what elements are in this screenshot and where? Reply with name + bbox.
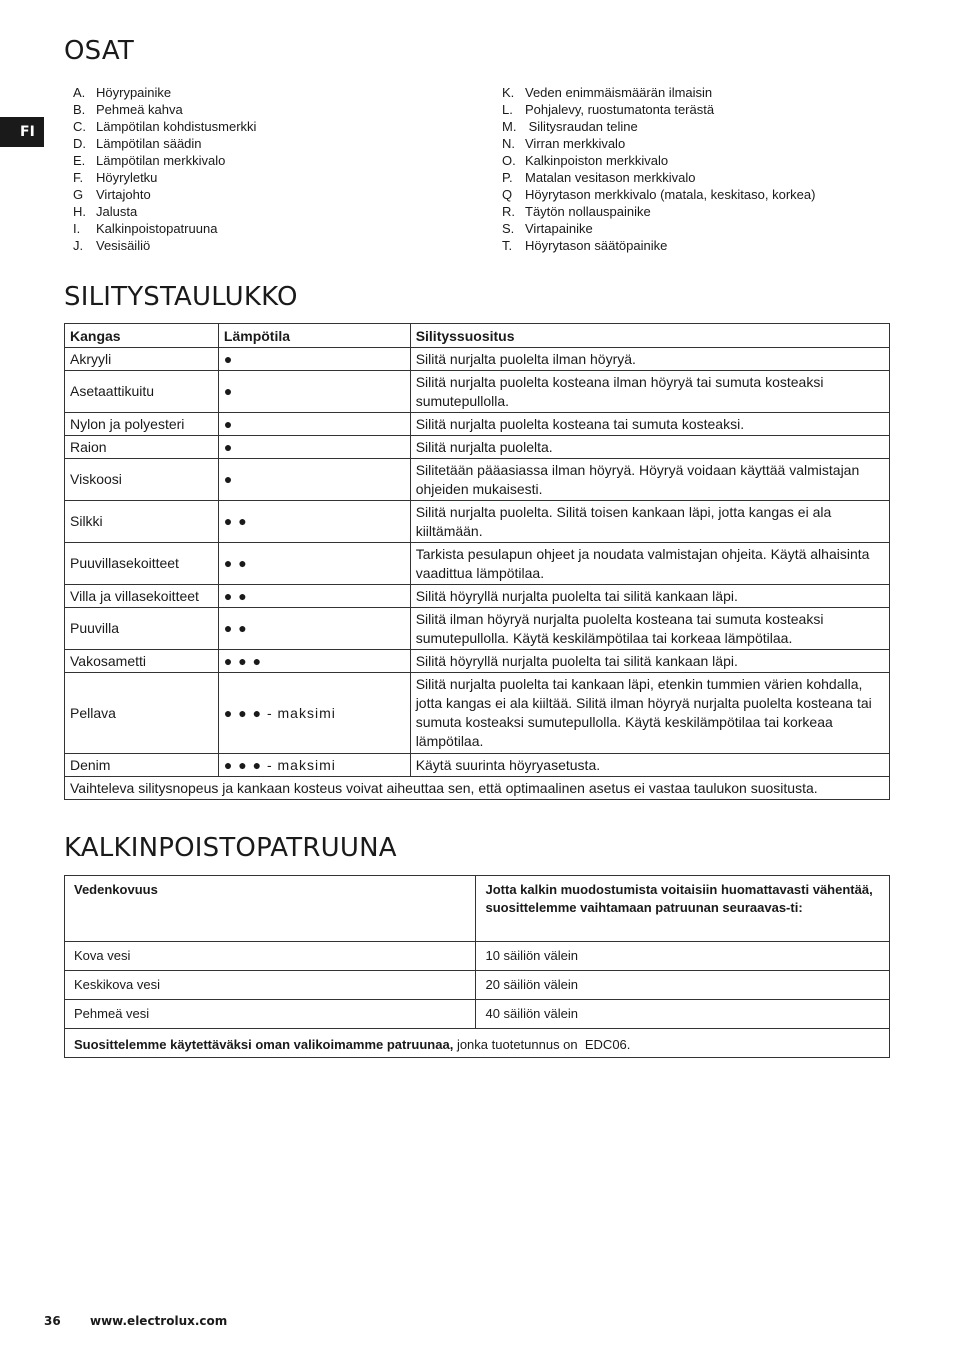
- advice-cell: Silitä nurjalta puolelta. Silitä toisen kankaan läpi, jotta kangas ei ala kiiltämään.: [410, 501, 889, 543]
- table-row: [65, 585, 890, 608]
- part-letter: O.: [502, 153, 516, 168]
- table-footer-row: [65, 1029, 890, 1058]
- temperature-cell: ● ● ● - maksimi: [218, 673, 410, 754]
- part-letter: N.: [502, 136, 515, 151]
- part-label: Pohjalevy, ruostumatonta terästä: [525, 102, 715, 117]
- table-note-row: [65, 777, 890, 800]
- table-header-row: [65, 324, 890, 348]
- temperature-cell: ● ●: [218, 543, 410, 585]
- table-header-row: [65, 876, 890, 942]
- table-row: [65, 1000, 890, 1029]
- advice-cell: Silitä nurjalta puolelta ilman höyryä.: [410, 348, 889, 371]
- temperature-cell: ● ●: [218, 608, 410, 650]
- part-item: [73, 169, 256, 186]
- part-item: [502, 169, 815, 186]
- table-row: [65, 436, 890, 459]
- recommendation-bold: Suosittelemme käytettäväksi oman valikoimamme patruunaa,: [74, 1036, 454, 1052]
- part-label: Veden enimmäismäärän ilmaisin: [525, 85, 713, 100]
- part-label: Höyrytason merkkivalo (matala, keskitaso, korkea): [525, 187, 816, 202]
- part-letter: I.: [73, 221, 81, 236]
- fabric-cell: Raion: [65, 436, 219, 459]
- part-label: Lämpötilan kohdistusmerkki: [96, 119, 257, 134]
- part-label: Pehmeä kahva: [96, 102, 183, 117]
- part-letter: A.: [73, 85, 86, 100]
- part-label: Höyryletku: [96, 170, 158, 185]
- table-row: [65, 942, 890, 971]
- part-item: [502, 135, 815, 152]
- part-item: [502, 118, 815, 135]
- table-row: [65, 971, 890, 1000]
- hardness-cell: Pehmeä vesi: [65, 1000, 476, 1029]
- part-label: Kalkinpoistopatruuna: [96, 221, 218, 236]
- temperature-cell: ●: [218, 348, 410, 371]
- part-item: [73, 203, 256, 220]
- fabric-cell: Asetaattikuitu: [65, 371, 219, 413]
- website-link: www.electrolux.com: [90, 1314, 228, 1328]
- part-label: Virtapainike: [525, 221, 593, 236]
- part-label: Virran merkkivalo: [525, 136, 626, 151]
- part-item: [73, 84, 256, 101]
- header-fabric: Kangas: [65, 324, 219, 348]
- part-label: Höyrypainike: [96, 85, 172, 100]
- part-label: Matalan vesitason merkkivalo: [525, 170, 696, 185]
- page-number: 36: [44, 1314, 61, 1328]
- temperature-cell: ●: [218, 371, 410, 413]
- part-label: Lämpötilan säädin: [96, 136, 202, 151]
- part-letter: C.: [73, 119, 86, 134]
- header-replacement-interval: Jotta kalkin muodostumista voitaisiin huomattavasti vähentää, suosittelemme vaihtamaan patruunan seuraavas-ti:: [476, 876, 890, 942]
- fabric-cell: Akryyli: [65, 348, 219, 371]
- table-row: [65, 650, 890, 673]
- fabric-cell: Puuvilla: [65, 608, 219, 650]
- parts-list-left: [73, 84, 256, 254]
- advice-cell: Silitä nurjalta puolelta kosteana tai sumuta kosteaksi.: [410, 413, 889, 436]
- part-item: [73, 220, 256, 237]
- part-item: [73, 186, 256, 203]
- part-item: [73, 101, 256, 118]
- part-item: [73, 135, 256, 152]
- ironing-table-heading: SILITYSTAULUKKO: [64, 282, 298, 312]
- temperature-cell: ● ●: [218, 585, 410, 608]
- part-letter: B.: [73, 102, 86, 117]
- recommendation-rest: jonka tuotetunnus on EDC06.: [453, 1036, 631, 1052]
- advice-cell: Silitä nurjalta puolelta kosteana ilman höyryä tai sumuta kosteaksi sumutepullolla.: [410, 371, 889, 413]
- advice-cell: Silitä höyryllä nurjalta puolelta tai silitä kankaan läpi.: [410, 585, 889, 608]
- cartridge-recommendation: [65, 1029, 890, 1058]
- part-item: [73, 237, 256, 254]
- part-letter: S.: [502, 221, 515, 236]
- interval-cell: 40 säiliön välein: [476, 1000, 890, 1029]
- cartridge-table: [64, 875, 890, 1058]
- fabric-cell: Viskoosi: [65, 459, 219, 501]
- part-label: Täytön nollauspainike: [525, 204, 651, 219]
- ironing-table: [64, 323, 890, 800]
- part-label: Virtajohto: [96, 187, 151, 202]
- parts-heading: OSAT: [64, 36, 134, 66]
- interval-cell: 10 säiliön välein: [476, 942, 890, 971]
- parts-list-right: [502, 84, 815, 254]
- fabric-cell: Silkki: [65, 501, 219, 543]
- temperature-cell: ●: [218, 413, 410, 436]
- part-item: [502, 152, 815, 169]
- part-label: Silitysraudan teline: [525, 119, 638, 134]
- part-letter: J.: [73, 238, 84, 253]
- cartridge-heading: KALKINPOISTOPATRUUNA: [64, 833, 397, 863]
- part-item: [73, 118, 256, 135]
- part-letter: G: [73, 187, 84, 202]
- table-row: [65, 413, 890, 436]
- temperature-cell: ● ●: [218, 501, 410, 543]
- part-item: [502, 84, 815, 101]
- fabric-cell: Pellava: [65, 673, 219, 754]
- interval-cell: 20 säiliön välein: [476, 971, 890, 1000]
- header-advice: Silityssuositus: [410, 324, 889, 348]
- part-letter: R.: [502, 204, 515, 219]
- part-letter: H.: [73, 204, 86, 219]
- temperature-cell: ●: [218, 436, 410, 459]
- table-row: [65, 348, 890, 371]
- part-letter: F.: [73, 170, 84, 185]
- table-row: [65, 754, 890, 777]
- part-letter: M.: [502, 119, 517, 134]
- part-label: Vesisäiliö: [96, 238, 151, 253]
- part-letter: L.: [502, 102, 513, 117]
- advice-cell: Käytä suurinta höyryasetusta.: [410, 754, 889, 777]
- part-letter: P.: [502, 170, 513, 185]
- part-letter: D.: [73, 136, 86, 151]
- temperature-cell: ● ● ● - maksimi: [218, 754, 410, 777]
- advice-cell: Tarkista pesulapun ohjeet ja noudata valmistajan ohjeita. Käytä alhaisinta vaadittua lämpötilaa.: [410, 543, 889, 585]
- table-row: [65, 543, 890, 585]
- part-item: [502, 220, 815, 237]
- header-water-hardness: Vedenkovuus: [65, 876, 476, 942]
- advice-cell: Silitä ilman höyryä nurjalta puolelta kosteana tai sumuta kosteaksi sumutepullolla. Käytä keskilämpötilaa tai korkeaa lämpötilaa.: [410, 608, 889, 650]
- fabric-cell: Vakosametti: [65, 650, 219, 673]
- part-letter: E.: [73, 153, 86, 168]
- part-item: [502, 186, 815, 203]
- table-row: [65, 371, 890, 413]
- table-row: [65, 673, 890, 754]
- part-label: Jalusta: [96, 204, 138, 219]
- part-item: [502, 237, 815, 254]
- advice-cell: Silitä höyryllä nurjalta puolelta tai silitä kankaan läpi.: [410, 650, 889, 673]
- fabric-cell: Villa ja villasekoitteet: [65, 585, 219, 608]
- fabric-cell: Denim: [65, 754, 219, 777]
- part-item: [502, 101, 815, 118]
- language-tab: FI: [0, 117, 44, 147]
- advice-cell: Silitetään pääasiassa ilman höyryä. Höyryä voidaan käyttää valmistajan ohjeiden mukaisesti.: [410, 459, 889, 501]
- table-row: [65, 459, 890, 501]
- part-label: Kalkinpoiston merkkivalo: [525, 153, 669, 168]
- fabric-cell: Puuvillasekoitteet: [65, 543, 219, 585]
- hardness-cell: Kova vesi: [65, 942, 476, 971]
- hardness-cell: Keskikova vesi: [65, 971, 476, 1000]
- part-letter: K.: [502, 85, 515, 100]
- part-label: Höyrytason säätöpainike: [525, 238, 668, 253]
- advice-cell: Silitä nurjalta puolelta tai kankaan läpi, etenkin tummien värien kohdalla, jotta kangas ei ala kiiltää. Silitä ilman höyryä nurjalta puolelta kosteana tai sumuta kosteaksi sumutepullolla. Käytä keskilämpötilaa tai korkeaa lämpötilaa.: [410, 673, 889, 754]
- temperature-cell: ●: [218, 459, 410, 501]
- part-item: [73, 152, 256, 169]
- part-item: [502, 203, 815, 220]
- advice-cell: Silitä nurjalta puolelta.: [410, 436, 889, 459]
- temperature-cell: ● ● ●: [218, 650, 410, 673]
- part-letter: T.: [502, 238, 513, 253]
- part-label: Lämpötilan merkkivalo: [96, 153, 226, 168]
- header-temperature: Lämpötila: [218, 324, 410, 348]
- table-row: [65, 501, 890, 543]
- table-row: [65, 608, 890, 650]
- part-letter: Q: [502, 187, 513, 202]
- table-note: Vaihteleva silitysnopeus ja kankaan kosteus voivat aiheuttaa sen, että optimaalinen asetus ei vastaa taulukon suositusta.: [65, 777, 890, 800]
- fabric-cell: Nylon ja polyesteri: [65, 413, 219, 436]
